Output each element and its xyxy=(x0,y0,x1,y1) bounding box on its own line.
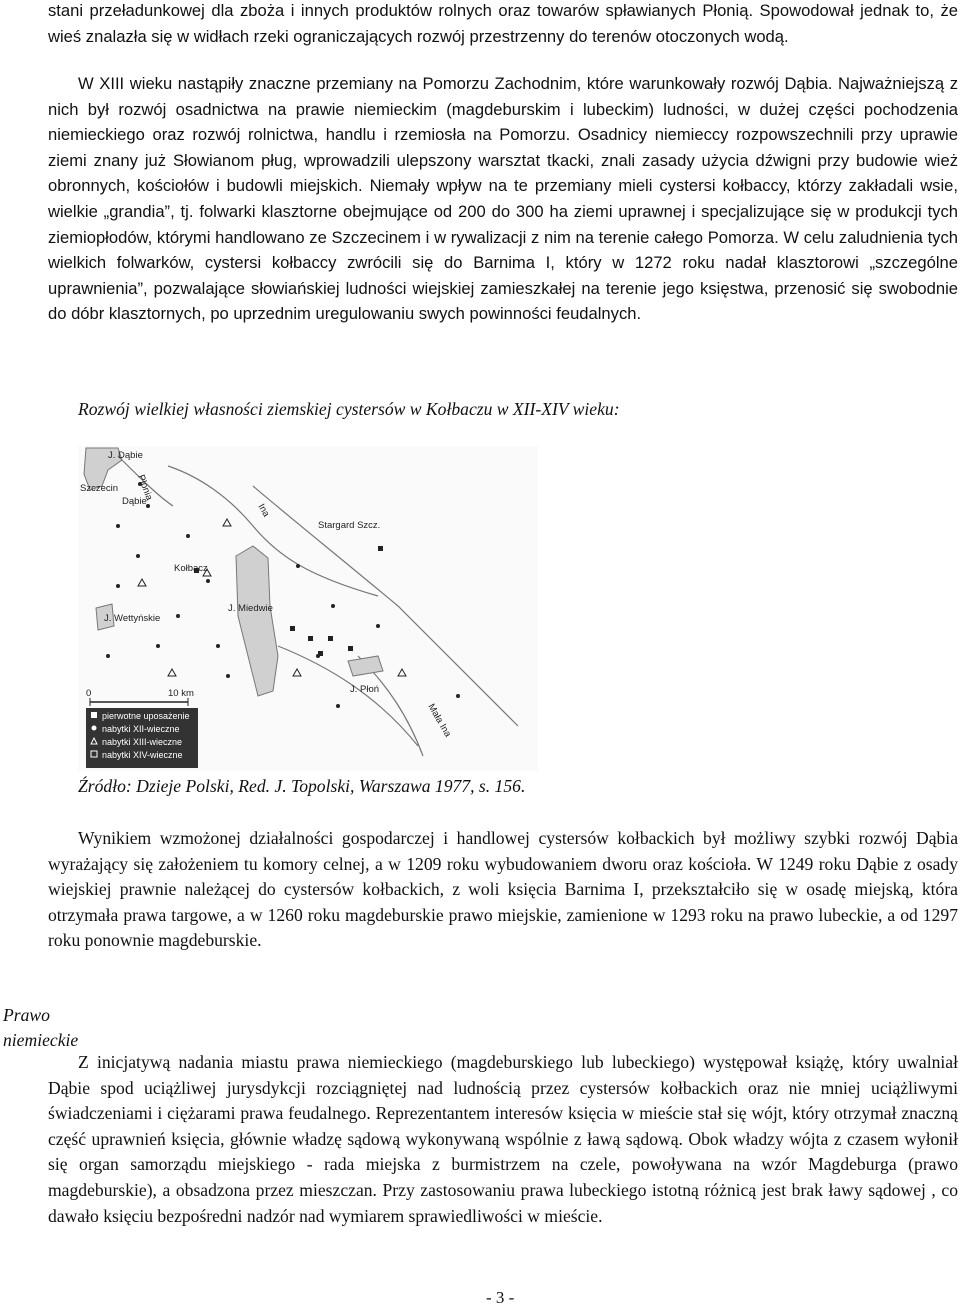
map-scale-zero: 0 xyxy=(86,688,92,699)
margin-note-line: Prawo xyxy=(3,1005,50,1025)
figure-caption: Rozwój wielkiej własności ziemskiej cystersów w Kołbaczu w XII-XIV wieku: xyxy=(78,399,620,419)
margin-note xyxy=(3,1003,78,1053)
page-number: - 3 - xyxy=(486,1288,515,1307)
legend-item: nabytki XIV-wieczne xyxy=(102,750,183,760)
paragraph-intro: stani przeładunkowej dla zboża i innych produktów rolnych oraz towarów spławianych Płonią. Spowodował jednak to, że wieś znalazła się w widłach rzeki ograniczających rozwój przestrzenny do terenów otoczonych wodą. xyxy=(48,1,958,46)
map-label-lake-plon: J. Płoń xyxy=(350,684,380,695)
map-label-stargard: Stargard Szcz. xyxy=(318,520,381,531)
map-label-kolbacz: Kołbacz xyxy=(174,563,208,574)
map-label-lake-dabie: J. Dąbie xyxy=(108,450,143,461)
legend-item: nabytki XII-wieczne xyxy=(102,724,180,734)
margin-note-line: niemieckie xyxy=(3,1030,79,1050)
map-label-lake-wettynskie: J. Wettyńskie xyxy=(104,613,161,624)
map-label-szczecin: Szczecin xyxy=(80,483,119,494)
cistercian-estates-map xyxy=(78,446,538,771)
map-label-ina: Ina xyxy=(255,502,272,519)
map-label-mala-ina: Mała Ina xyxy=(425,702,454,740)
paragraph-german-law: Z inicjatywą nadania miastu prawa niemieckiego (magdeburskiego lub lubeckiego) występował książę, który uwalniał Dąbie spod uciążliwej jurysdykcji rozciągniętej nad ludnością przez cystersów kołbackich oraz nie mniej uciążliwymi świadczeniami i ciężarami prawa feudalnego. Reprezentantem interesów księcia w mieście stał się wójt, który otrzymał znaczną część uprawnień księcia, głównie władzę sądową wykonywaną wspólnie z ławą sądową. Obok władzy wójta z czasem wyłonił się organ samorządu miejskiego - rada miejska z burmistrzem na czele, powoływana na wzór Magdeburga (prawo magdeburskie), a obsadzona przez mieszczan. Przy zastosowaniu prawa lubeckiego istotną różnicą jest brak ławy sądowej , co dawało księciu bezpośredni nadzór nad wymiarem sprawiedliwości w mieście. xyxy=(48,1052,958,1226)
legend-item: pierwotne uposażenie xyxy=(102,711,190,721)
map-label-dabie: Dąbie xyxy=(122,496,147,507)
figure-source: Źródło: Dzieje Polski, Red. J. Topolski, Warszawa 1977, s. 156. xyxy=(78,776,526,796)
map-label-lake-miedwie: J. Miedwie xyxy=(228,603,273,614)
map-legend xyxy=(86,708,198,768)
map-label-plonia: Płonia xyxy=(135,473,155,502)
legend-item: nabytki XIII-wieczne xyxy=(102,737,183,747)
paragraph-development: Wynikiem wzmożonej działalności gospodarczej i handlowej cystersów kołbackich był możliwy szybki rozwój Dąbia wyrażający się założeniem tu komory celnej, a w 1209 roku wybudowaniem dworu oraz kościoła. W 1249 roku Dąbie z osady wiejskiej prawnie należącej do cystersów kołbackich, z woli księcia Barnima I, przekształciło się w osadę miejską, która otrzymała prawa targowe, a w 1260 roku magdeburskie prawo miejskie, zamienione w 1293 roku na prawo lubeckie, a od 1297 roku ponownie magdeburskie. xyxy=(48,828,958,951)
map-scale-km: 10 km xyxy=(168,688,194,699)
paragraph-xiii-century: W XIII wieku nastąpiły znaczne przemiany na Pomorzu Zachodnim, które warunkowały rozwój Dąbia. Najważniejszą z nich był rozwój osadnictwa na prawie niemieckim (magdeburskim i lubeckim) ludności, w dużej części pochodzenia niemieckiego oraz rozwój rolnictwa, handlu i rzemiosła na Pomorzu. Osadnicy niemieccy rozpowszechnili przy uprawie ziemi znany już Słowianom pług, wprowadzili ulepszony warsztat tkacki, znali zasady użycia dźwigni przy budowie wież obronnych, kościołów i budowli miejskich. Niemały wpływ na te przemiany mieli cystersi kołbaccy, którzy zakładali wsie, wielkie „grandia”, tj. folwarki klasztorne obejmujące od 200 do 300 ha ziemi uprawnej i specjalizujące się w produkcji tych ziemiopłodów, którymi handlowano ze Szczecinem i w rywalizacji z nim na terenie całego Pomorza. W celu zaludnienia tych wielkich folwarków, cystersi kołbaccy zwrócili się do Barnima I, który w 1272 roku nadał klasztorowi „szczególne uprawnienia”, pozwalające słowiańskiej ludności wiejskiej zamieszkałej na terenie jego księstwa, przenosić się swobodnie do dóbr klasztornych, po uprzednim uregulowaniu swych powinności feudalnych. xyxy=(48,74,958,324)
